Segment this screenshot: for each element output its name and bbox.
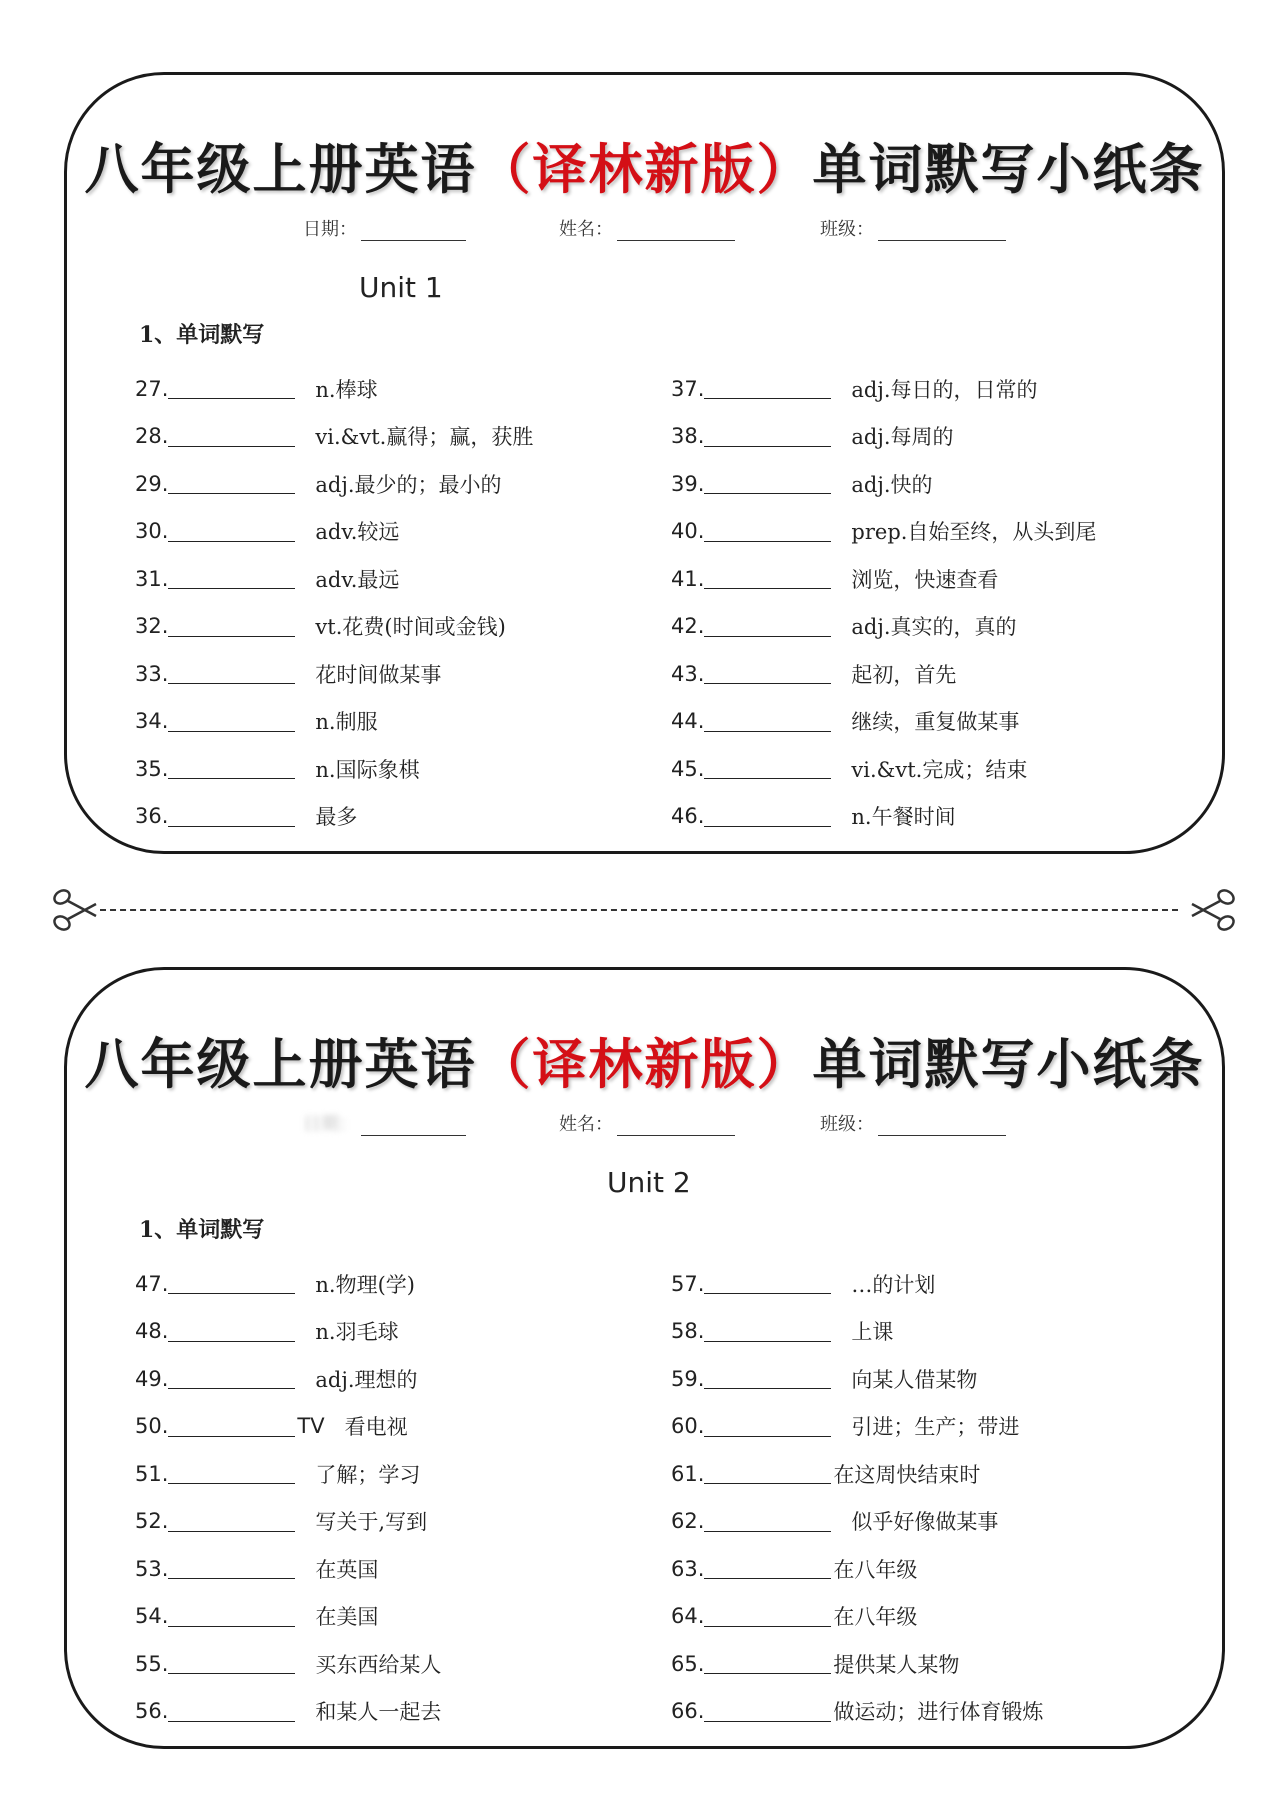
item-meaning: 在八年级 <box>833 1557 918 1582</box>
word-item <box>135 365 533 413</box>
word-item <box>135 1593 441 1641</box>
word-item <box>135 1308 441 1356</box>
item-meaning: n.制服 <box>315 710 378 735</box>
item-meaning: prep.自始至终，从头到尾 <box>851 520 1097 545</box>
item-number: 28. <box>135 424 169 449</box>
item-number: 49. <box>135 1366 169 1391</box>
answer-blank[interactable] <box>168 616 295 637</box>
item-meaning: 了解；学习 <box>315 1462 421 1487</box>
item-meaning: n.国际象棋 <box>315 757 420 782</box>
item-meaning: 浏览，快速查看 <box>851 567 999 592</box>
answer-blank[interactable] <box>704 1416 831 1437</box>
name-field[interactable]: 姓名： <box>559 1110 735 1136</box>
item-suffix: TV <box>297 1414 325 1439</box>
item-number: 43. <box>671 661 705 686</box>
item-meaning: 继续，重复做某事 <box>851 710 1020 735</box>
answer-blank[interactable] <box>704 1558 831 1579</box>
word-item <box>671 650 1096 698</box>
item-number: 46. <box>671 804 705 829</box>
item-number: 62. <box>671 1509 705 1534</box>
item-number: 63. <box>671 1556 705 1581</box>
item-meaning: n.物理(学) <box>315 1272 415 1297</box>
item-meaning: 引进；生产；带进 <box>851 1415 1020 1440</box>
item-meaning: adj.每周的 <box>851 425 954 450</box>
worksheet-card-unit-1 <box>64 72 1225 854</box>
item-number: 50. <box>135 1414 169 1439</box>
item-number: 57. <box>671 1271 705 1296</box>
item-number: 34. <box>135 709 169 734</box>
answer-blank[interactable] <box>704 663 831 684</box>
item-meaning: 起初，首先 <box>851 662 957 687</box>
class-field[interactable]: 班级： <box>820 215 1006 241</box>
answer-blank[interactable] <box>704 711 831 732</box>
item-number: 58. <box>671 1319 705 1344</box>
item-number: 35. <box>135 756 169 781</box>
word-item <box>671 1355 1043 1403</box>
item-meaning: 向某人借某物 <box>851 1367 978 1392</box>
word-item <box>671 365 1096 413</box>
scissors-icon <box>1188 886 1238 934</box>
answer-blank[interactable] <box>168 1321 295 1342</box>
item-number: 38. <box>671 424 705 449</box>
unit-heading: Unit 1 <box>359 271 443 304</box>
section-heading: 1、单词默写 <box>139 322 265 348</box>
item-meaning: 提供某人某物 <box>833 1652 960 1677</box>
item-meaning: vt.花费(时间或金钱) <box>315 615 506 640</box>
item-number: 39. <box>671 471 705 496</box>
item-number: 40. <box>671 519 705 544</box>
item-meaning: 买东西给某人 <box>315 1652 442 1677</box>
scissors-icon <box>50 886 100 934</box>
answer-blank[interactable] <box>168 378 295 399</box>
item-number: 31. <box>135 566 169 591</box>
word-item <box>671 793 1096 841</box>
answer-blank[interactable] <box>704 1701 831 1722</box>
item-meaning: 看电视 <box>344 1415 408 1440</box>
item-number: 27. <box>135 376 169 401</box>
answer-blank[interactable] <box>168 758 295 779</box>
answer-blank[interactable] <box>168 806 295 827</box>
answer-blank[interactable] <box>168 1416 295 1437</box>
word-item <box>671 1498 1043 1546</box>
item-meaning: n.棒球 <box>315 377 378 402</box>
word-item <box>135 1688 441 1736</box>
item-meaning: 花时间做某事 <box>315 662 442 687</box>
word-item <box>135 413 533 461</box>
worksheet-card-unit-2 <box>64 967 1225 1749</box>
section-heading: 1、单词默写 <box>139 1217 265 1243</box>
item-number: 52. <box>135 1509 169 1534</box>
word-item <box>135 508 533 556</box>
page-title: 八年级上册英语（译林新版）单词默写小纸条 <box>84 137 1205 201</box>
item-meaning: n.午餐时间 <box>851 805 956 830</box>
word-item <box>671 1450 1043 1498</box>
item-meaning: 做运动；进行体育锻炼 <box>833 1700 1044 1725</box>
word-item <box>671 603 1096 651</box>
item-number: 44. <box>671 709 705 734</box>
word-item <box>671 1688 1043 1736</box>
item-meaning: 上课 <box>851 1320 894 1345</box>
item-meaning: …的计划 <box>851 1272 936 1297</box>
answer-blank[interactable] <box>168 1463 295 1484</box>
answer-blank[interactable] <box>704 806 831 827</box>
answer-blank[interactable] <box>168 1511 295 1532</box>
word-item <box>671 460 1096 508</box>
name-field[interactable]: 姓名： <box>559 215 735 241</box>
word-item <box>671 413 1096 461</box>
word-list-left <box>135 1260 441 1735</box>
word-item <box>135 793 533 841</box>
item-number: 64. <box>671 1604 705 1629</box>
item-number: 61. <box>671 1461 705 1486</box>
answer-blank[interactable] <box>704 1273 831 1294</box>
answer-blank[interactable] <box>168 1606 295 1627</box>
date-field[interactable]: 日期： <box>303 215 466 241</box>
answer-blank[interactable] <box>168 1368 295 1389</box>
answer-blank[interactable] <box>704 1511 831 1532</box>
answer-blank[interactable] <box>168 426 295 447</box>
word-item <box>671 1640 1043 1688</box>
word-item <box>135 1355 441 1403</box>
item-number: 59. <box>671 1366 705 1391</box>
item-meaning: adj.理想的 <box>315 1367 418 1392</box>
item-meaning: adj.快的 <box>851 472 933 497</box>
word-item <box>135 1450 441 1498</box>
word-list-left <box>135 365 533 840</box>
word-item <box>135 1545 441 1593</box>
item-number: 30. <box>135 519 169 544</box>
word-item <box>671 1260 1043 1308</box>
item-meaning: adv.最远 <box>315 567 400 592</box>
class-field[interactable]: 班级： <box>820 1110 1006 1136</box>
item-number: 37. <box>671 376 705 401</box>
item-number: 60. <box>671 1414 705 1439</box>
word-item <box>135 1498 441 1546</box>
word-item <box>135 1403 441 1451</box>
answer-blank[interactable] <box>704 426 831 447</box>
item-meaning: 在八年级 <box>833 1605 918 1630</box>
item-number: 51. <box>135 1461 169 1486</box>
item-meaning: 最多 <box>315 805 358 830</box>
item-number: 36. <box>135 804 169 829</box>
item-meaning: vi.&vt.赢得；赢，获胜 <box>315 425 534 450</box>
word-item <box>135 1640 441 1688</box>
answer-blank[interactable] <box>168 711 295 732</box>
word-item <box>135 603 533 651</box>
item-meaning: 似乎好像做某事 <box>851 1510 999 1535</box>
item-number: 56. <box>135 1699 169 1724</box>
item-meaning: adj.真实的，真的 <box>851 615 1017 640</box>
unit-heading: Unit 2 <box>607 1166 691 1199</box>
word-item <box>135 460 533 508</box>
item-meaning: vi.&vt.完成；结束 <box>851 757 1028 782</box>
word-item <box>135 1260 441 1308</box>
answer-blank[interactable] <box>704 1653 831 1674</box>
answer-blank[interactable] <box>168 1653 295 1674</box>
item-number: 53. <box>135 1556 169 1581</box>
item-meaning: adv.较远 <box>315 520 400 545</box>
item-meaning: n.羽毛球 <box>315 1320 399 1345</box>
item-number: 29. <box>135 471 169 496</box>
word-item <box>671 1308 1043 1356</box>
date-field[interactable]: 日期： <box>303 1110 466 1136</box>
item-number: 48. <box>135 1319 169 1344</box>
item-number: 42. <box>671 614 705 639</box>
item-number: 66. <box>671 1699 705 1724</box>
word-list-right <box>671 365 1096 840</box>
answer-blank[interactable] <box>704 1463 831 1484</box>
word-item <box>135 555 533 603</box>
item-meaning: 在美国 <box>315 1605 379 1630</box>
word-item <box>135 698 533 746</box>
item-number: 55. <box>135 1651 169 1676</box>
word-item <box>671 1545 1043 1593</box>
word-item <box>671 698 1096 746</box>
answer-blank[interactable] <box>704 616 831 637</box>
item-meaning: adj.最少的；最小的 <box>315 472 502 497</box>
answer-blank[interactable] <box>704 568 831 589</box>
answer-blank[interactable] <box>168 663 295 684</box>
item-meaning: adj.每日的，日常的 <box>851 377 1038 402</box>
answer-blank[interactable] <box>168 521 295 542</box>
answer-blank[interactable] <box>704 1606 831 1627</box>
answer-blank[interactable] <box>168 1701 295 1722</box>
item-meaning: 在这周快结束时 <box>833 1462 981 1487</box>
word-item <box>135 745 533 793</box>
item-number: 32. <box>135 614 169 639</box>
word-item <box>671 745 1096 793</box>
item-number: 41. <box>671 566 705 591</box>
item-meaning: 和某人一起去 <box>315 1700 442 1725</box>
word-list-right <box>671 1260 1043 1735</box>
word-item <box>671 555 1096 603</box>
answer-blank[interactable] <box>704 758 831 779</box>
item-meaning: 在英国 <box>315 1557 379 1582</box>
item-number: 54. <box>135 1604 169 1629</box>
answer-blank[interactable] <box>168 473 295 494</box>
item-number: 33. <box>135 661 169 686</box>
answer-blank[interactable] <box>168 1558 295 1579</box>
answer-blank[interactable] <box>168 568 295 589</box>
item-number: 47. <box>135 1271 169 1296</box>
word-item <box>671 508 1096 556</box>
answer-blank[interactable] <box>704 473 831 494</box>
word-item <box>671 1593 1043 1641</box>
answer-blank[interactable] <box>704 378 831 399</box>
item-number: 65. <box>671 1651 705 1676</box>
item-meaning: 写关于,写到 <box>315 1510 428 1535</box>
word-item <box>135 650 533 698</box>
item-number: 45. <box>671 756 705 781</box>
page-title: 八年级上册英语（译林新版）单词默写小纸条 <box>84 1032 1205 1096</box>
answer-blank[interactable] <box>704 1321 831 1342</box>
cut-line <box>100 909 1178 911</box>
answer-blank[interactable] <box>704 521 831 542</box>
answer-blank[interactable] <box>704 1368 831 1389</box>
answer-blank[interactable] <box>168 1273 295 1294</box>
word-item <box>671 1403 1043 1451</box>
